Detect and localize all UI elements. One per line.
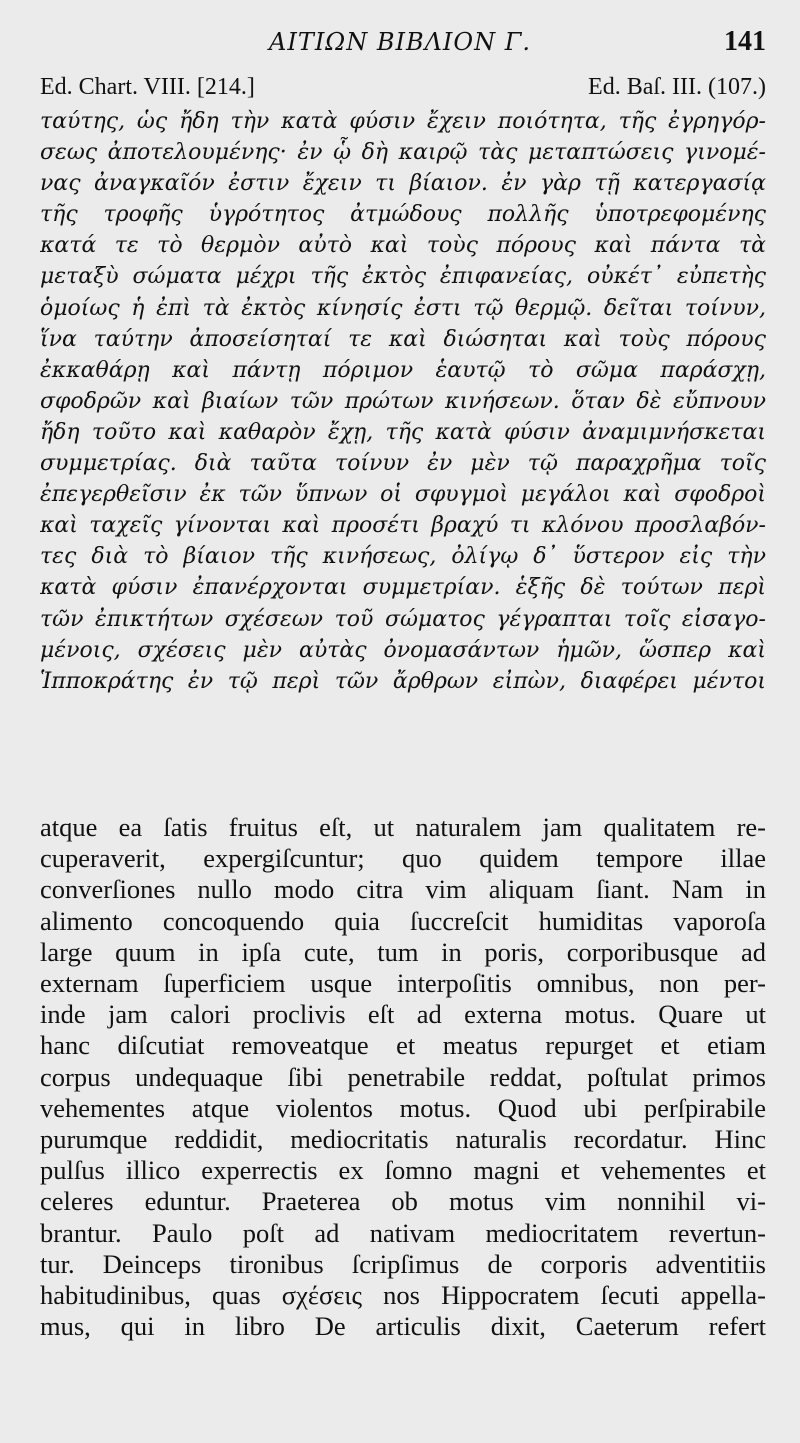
greek-text-line: τῆς τροφῆς ὑγρότητος ἀτμώδους πολλῆς ὑποτρεφομένης (40, 202, 766, 228)
latin-text-line: brantur. Paulo poſt ad nativam mediocritatem revertun- (40, 1217, 766, 1248)
greek-text-block (40, 106, 766, 697)
page-header (0, 24, 800, 64)
page-number: 141 (724, 26, 766, 57)
greek-text-line: ὁμοίως ἡ ἐπὶ τὰ ἐκτὸς κίνησίς ἐστι τῷ θερμῷ. δεῖται τοίνυν, (40, 295, 766, 321)
greek-text-line: σφοδρῶν καὶ βιαίων τῶν πρώτων κινήσεων. ὅταν δὲ εὔπνουν (40, 388, 766, 414)
latin-text-line: cuperaverit, expergiſcuntur; quo quidem tempore illae (40, 843, 766, 874)
latin-text-line: alimento concoquendo quia ſuccreſcit humiditas vaporoſa (40, 905, 766, 936)
latin-text-line: converſiones nullo modo citra vim aliquam ſiant. Nam in (40, 874, 766, 905)
edition-reference-basel: Ed. Baſ. III. (107.) (588, 74, 766, 100)
edition-references (40, 74, 766, 106)
greek-text-line: κατὰ φύσιν ἐπανέρχονται συμμετρίαν. ἑξῆς δὲ τούτων περὶ (40, 575, 766, 601)
latin-text-line: vehementes atque violentos motus. Quod ubi perſpirabile (40, 1092, 766, 1123)
greek-text-line: ἵνα ταύτην ἀποσείσηταί τε καὶ διώσηται καὶ τοὺς πόρους (40, 326, 766, 352)
greek-text-line: τῶν ἐπικτήτων σχέσεων τοῦ σώματος γέγραπται τοῖς εἰσαγο- (40, 606, 766, 632)
latin-text-line: inde jam calori proclivis eſt ad externa motus. Quare ut (40, 999, 766, 1030)
greek-text-line: καὶ ταχεῖς γίνονται καὶ προσέτι βραχύ τι κλόνου προσλαβόν- (40, 513, 766, 539)
running-title: ΑΙΤΙΩΝ ΒΙΒΛΙΟΝ Γ. (269, 28, 531, 56)
greek-text-line: ἤδη τοῦτο καὶ καθαρὸν ἔχῃ, τῆς κατὰ φύσιν ἀναμιμνήσκεται (40, 419, 766, 445)
greek-text-line: συμμετρίας. διὰ ταῦτα τοίνυν ἐν μὲν τῷ παραχρῆμα τοῖς (40, 451, 766, 477)
greek-text-line: Ἱπποκράτης ἐν τῷ περὶ τῶν ἄρθρων εἰπὼν, διαφέρει μέντοι (40, 668, 766, 694)
latin-text-line: externam ſuperficiem usque interpoſitis omnibus, non per- (40, 968, 766, 999)
latin-text-line: large quum in ipſa cute, tum in poris, corporibusque ad (40, 936, 766, 967)
latin-text-line: celeres eduntur. Praeterea ob motus vim nonnihil vi- (40, 1186, 766, 1217)
latin-text-line: corpus undequaque ſibi penetrabile reddat, poſtulat primos (40, 1061, 766, 1092)
greek-text-line: νας ἀναγκαῖόν ἐστιν ἔχειν τι βίαιον. ἐν γὰρ τῇ κατεργασίᾳ (40, 171, 766, 197)
greek-text-line: τες διὰ τὸ βίαιον τῆς κινήσεως, ὀλίγῳ δ᾽ ὕστερον εἰς τὴν (40, 544, 766, 570)
latin-text-line: pulſus illico experrectis ex ſomno magni et vehementes et (40, 1155, 766, 1186)
latin-text-line: mus, qui in libro De articulis dixit, Caeterum refert (40, 1311, 766, 1342)
greek-text-line: ἐκκαθάρῃ καὶ πάντῃ πόριμον ἑαυτῷ τὸ σῶμα παράσχῃ, (40, 357, 766, 383)
latin-text-line: habitudinibus, quas σχέσεις nos Hippocratem ſecuti appella- (40, 1280, 766, 1311)
greek-text-line: κατά τε τὸ θερμὸν αὐτὸ καὶ τοὺς πόρους καὶ πάντα τὰ (40, 233, 766, 259)
latin-text-block (40, 812, 766, 1342)
latin-text-line: tur. Deinceps tironibus ſcripſimus de corporis adventitiis (40, 1248, 766, 1279)
greek-text-line: μένοις, σχέσεις μὲν αὐτὰς ὀνομασάντων ἡμῶν, ὥσπερ καὶ (40, 637, 766, 663)
greek-text-line: ταύτης, ὡς ἤδη τὴν κατὰ φύσιν ἔχειν ποιότητα, τῆς ἐγρηγόρ- (40, 109, 766, 134)
latin-text-line: hanc diſcutiat removeatque et meatus repurget et etiam (40, 1030, 766, 1061)
greek-text-line: σεως ἀποτελουμένης· ἐν ᾧ δὴ καιρῷ τὰς μεταπτώσεις γινομέ- (40, 140, 766, 166)
edition-reference-chartier: Ed. Chart. VIII. [214.] (40, 74, 255, 100)
latin-text-line: purumque reddidit, mediocritatis naturalis recordatur. Hinc (40, 1124, 766, 1155)
greek-text-line: μεταξὺ σώματα μέχρι τῆς ἐκτὸς ἐπιφανείας, οὐκέτ᾽ εὐπετὴς (40, 264, 766, 290)
latin-text-line: atque ea ſatis fruitus eſt, ut naturalem jam qualitatem re- (40, 812, 766, 842)
greek-text-line: ἐπεγερθεῖσιν ἐκ τῶν ὕπνων οἱ σφυγμοὶ μεγάλοι καὶ σφοδροὶ (40, 482, 766, 508)
